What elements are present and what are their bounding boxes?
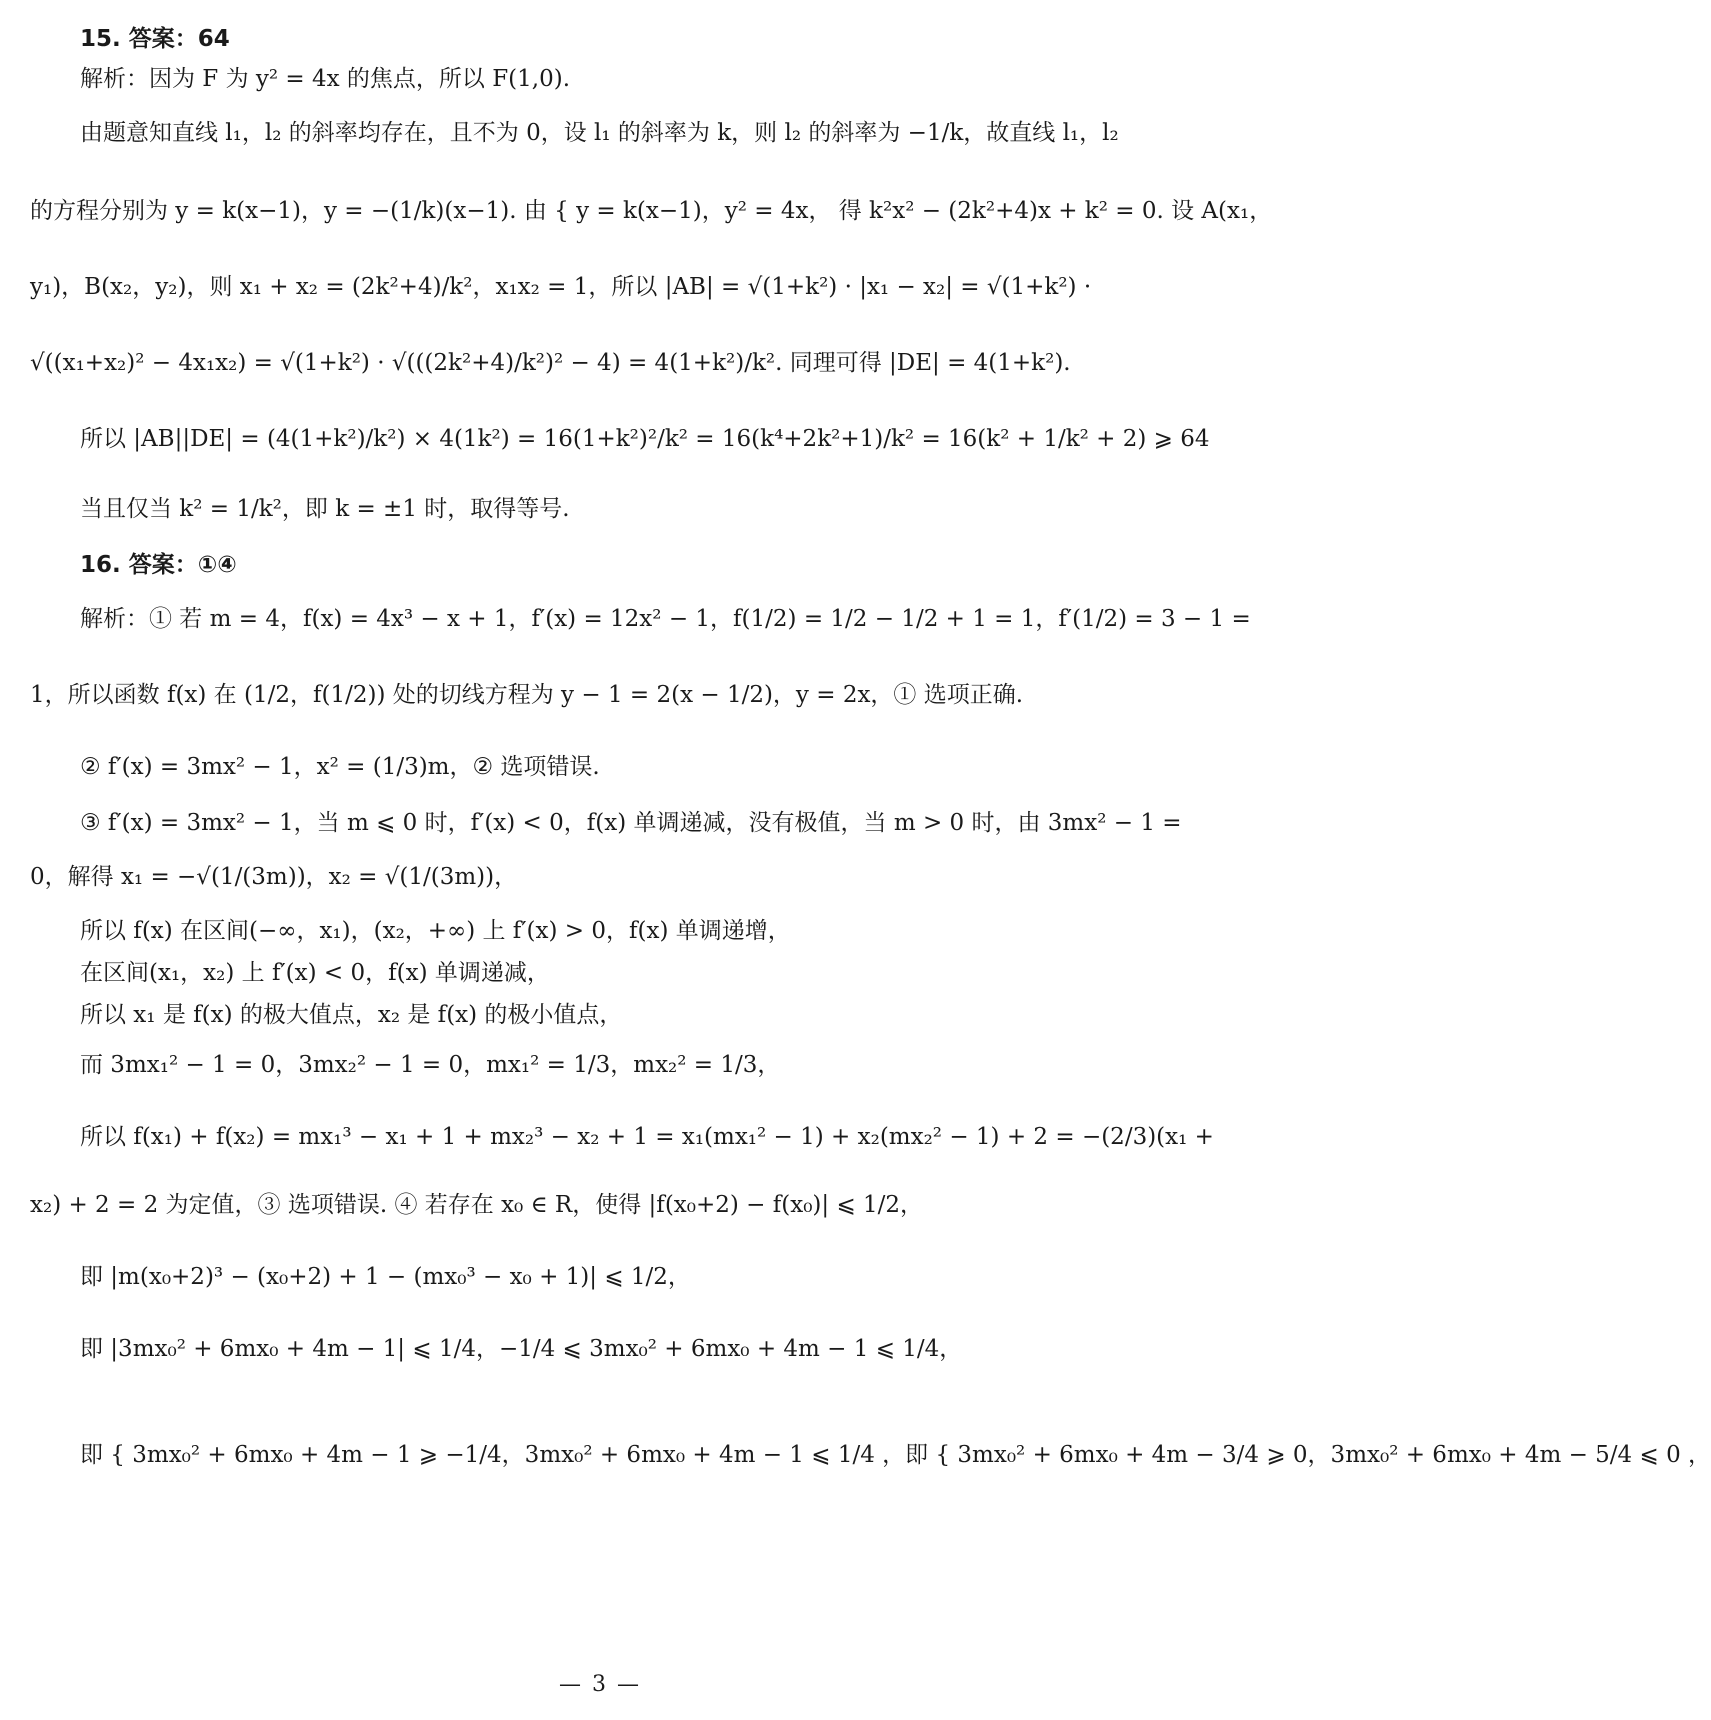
q16-line-12: 即 |m(x₀+2)³ − (x₀+2) + 1 − (mx₀³ − x₀ + 1)| ⩽ 1/2，: [80, 1264, 691, 1290]
q15-line-7: 当且仅当 k² = 1/k²，即 k = ±1 时，取得等号.: [80, 496, 570, 522]
q16-line-13: 即 |3mx₀² + 6mx₀ + 4m − 1| ⩽ 1/4，−1/4 ⩽ 3mx₀² + 6mx₀ + 4m − 1 ⩽ 1/4，: [80, 1336, 963, 1362]
q16-line-7: 在区间(x₁，x₂) 上 f′(x) < 0，f(x) 单调递减，: [80, 960, 550, 986]
page-number: — 3 —: [559, 1672, 641, 1697]
q15-line-4: y₁)，B(x₂，y₂)，则 x₁ + x₂ = (2k²+4)/k²，x₁x₂ = 1，所以 |AB| = √(1+k²) · |x₁ − x₂| = √(1+k²) ·: [30, 274, 1092, 300]
q16-line-11: x₂) + 2 = 2 为定值，③ 选项错误. ④ 若存在 x₀ ∈ R，使得 |f(x₀+2) − f(x₀)| ⩽ 1/2，: [30, 1192, 924, 1218]
q15-line-2: 由题意知直线 l₁，l₂ 的斜率均存在，且不为 0，设 l₁ 的斜率为 k，则 l₂ 的斜率为 −1/k，故直线 l₁，l₂: [80, 120, 1119, 146]
q15-line-5: √((x₁+x₂)² − 4x₁x₂) = √(1+k²) · √(((2k²+4)/k²)² − 4) = 4(1+k²)/k². 同理可得 |DE| = 4(1+k²).: [30, 350, 1071, 376]
q16-line-3: ② f′(x) = 3mx² − 1，x² = (1/3)m，② 选项错误.: [80, 754, 600, 780]
q15-line-1: 解析：因为 F 为 y² = 4x 的焦点，所以 F(1,0).: [80, 66, 571, 92]
q16-line-4: ③ f′(x) = 3mx² − 1，当 m ⩽ 0 时，f′(x) < 0，f(x) 单调递减，没有极值，当 m > 0 时，由 3mx² − 1 =: [80, 810, 1182, 836]
q15-answer: 15. 答案：64: [80, 26, 230, 52]
q16-line-9: 而 3mx₁² − 1 = 0，3mx₂² − 1 = 0，mx₁² = 1/3，mx₂² = 1/3，: [80, 1052, 781, 1078]
q16-line-6: 所以 f(x) 在区间(−∞，x₁)，(x₂，+∞) 上 f′(x) > 0，f(x) 单调递增，: [80, 918, 791, 944]
q16-line-1: 解析：① 若 m = 4，f(x) = 4x³ − x + 1，f′(x) = 12x² − 1，f(1/2) = 1/2 − 1/2 + 1 = 1，f′(1/2) = 3 − 1 =: [80, 606, 1251, 632]
q16-line-5: 0，解得 x₁ = −√(1/(3m))，x₂ = √(1/(3m))，: [30, 864, 518, 890]
q16-line-8: 所以 x₁ 是 f(x) 的极大值点，x₂ 是 f(x) 的极小值点，: [80, 1002, 623, 1028]
q16-answer: 16. 答案：①④: [80, 552, 237, 578]
q16-line-14: 即 { 3mx₀² + 6mx₀ + 4m − 1 ⩾ −1/4，3mx₀² + 6mx₀ + 4m − 1 ⩽ 1/4 ，即 { 3mx₀² + 6mx₀ + 4m − 3/4 ⩾ 0，3mx₀² + 6mx₀ + 4m − 5/4 ⩽ 0 ，: [80, 1442, 1711, 1468]
q16-line-2: 1，所以函数 f(x) 在 (1/2，f(1/2)) 处的切线方程为 y − 1 = 2(x − 1/2)，y = 2x，① 选项正确.: [30, 682, 1024, 708]
q15-line-6: 所以 |AB||DE| = (4(1+k²)/k²) × 4(1k²) = 16(1+k²)²/k² = 16(k⁴+2k²+1)/k² = 16(k² + 1/k² + 2) ⩾ 64: [80, 426, 1210, 452]
q15-line-3: 的方程分别为 y = k(x−1)，y = −(1/k)(x−1). 由 { y = k(x−1)，y² = 4x， 得 k²x² − (2k²+4)x + k² = 0. 设 A(x₁，: [30, 198, 1273, 224]
q16-line-10: 所以 f(x₁) + f(x₂) = mx₁³ − x₁ + 1 + mx₂³ − x₂ + 1 = x₁(mx₁² − 1) + x₂(mx₂² − 1) + 2 = −(2/3)(x₁ +: [80, 1124, 1214, 1150]
